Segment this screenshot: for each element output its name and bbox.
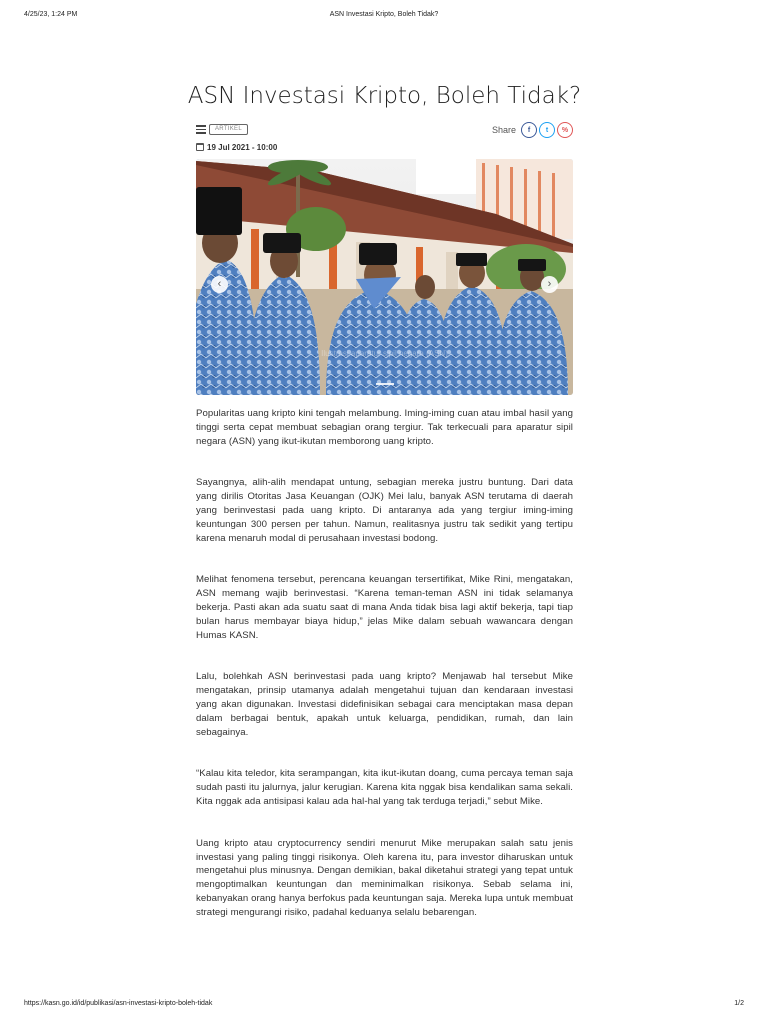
article-paragraph: Popularitas uang kripto kini tengah melambung. Iming-iming cuan atau imbal hasil yang tinggi serta cepat membuat sebagian orang tergiur. Tak terkecuali para aparatur sipil negara (ASN) yang ikut-ikutan memborong uang kripto. [196,408,573,447]
article-paragraph: “Kalau kita teledor, kita serampangan, kita ikut-ikutan doang, cuma percaya teman saja sudah pasti itu jalurnya, jalur kerugian. Karena kita nggak bisa kendalikan sama sekali. Kita nggak ada antisipasi kalau ada hal-hal yang tak terduga terjadi,” sebut Mike. [196,768,573,807]
print-date: 4/25/23, 1:24 PM [24,11,78,18]
carousel-next-button[interactable]: › [541,276,558,293]
image-caption: Ilustrasi aparatur sipil negara (ASN) [321,349,448,358]
article-meta [196,123,573,141]
category-tag[interactable]: ARTIKEL [209,124,248,135]
twitter-share-button[interactable]: t [539,122,555,138]
share-label: Share [491,125,516,135]
article [187,82,582,920]
article-paragraph: Sayangnya, alih-alih mendapat untung, sebagian mereka justru buntung. Dari data yang dirilis Otoritas Jasa Keuangan (OJK) Mei lalu, banyak ASN terutama di daerah yang berinvestasi pada uang kripto. Di antaranya ada yang tergiur iming-iming keuntungan 300 persen per tahun. Namun, realitasnya justru tak sedikit yang tertipu karena menaruh modal di perusahaan investasi bodong. [196,477,573,544]
print-page-title: ASN Investasi Kripto, Boleh Tidak? [329,11,439,18]
print-url: https://kasn.go.id/id/publikasi/asn-investasi-kripto-boleh-tidak [24,1000,213,1007]
article-body [196,407,573,920]
article-date: 19 Jul 2021 - 10:00 [207,142,278,152]
carousel-prev-button[interactable]: ‹ [211,276,228,293]
article-date-row [196,141,573,153]
article-paragraph: Melihat fenomena tersebut, perencana keuangan tersertifikat, Mike Rini, mengatakan, ASN memang wajib berinvestasi. “Karena teman-teman ASN ini tidak selamanya bekerja. Pasti akan ada suatu saat di mana Anda tidak bisa lagi aktif bekerja, tapi tiap bulan harus membayar biaya hidup,” jelas Mike dalam sebuah wawancara dengan Humas KASN. [196,574,573,641]
print-footer [24,1000,744,1010]
facebook-share-button[interactable]: f [521,122,537,138]
calendar-icon [196,143,204,151]
article-paragraph: Lalu, bolehkah ASN berinvestasi pada uang kripto? Menjawab hal tersebut Mike mengatakan, prinsip utamanya adalah mengetahui tujuan dan kendaraan investasi yang akan digunakan. Investasi didefinisikan sebagai cara menciptakan masa depan dalam berbagai bentuk, apakah untuk keluarga, pendidikan, rumah, dan lain sebagainya. [196,671,573,738]
share-bar [492,122,573,138]
article-paragraph: Uang kripto atau cryptocurrency sendiri menurut Mike merupakan salah satu jenis investasi yang paling tinggi risikonya. Oleh karena itu, para investor diharuskan untuk mengetahui plus minusnya. Dengan demikian, bakal diketahui strategi yang tepat untuk mengoptimalkan keuntungan dan meminimalkan risikonya. Sebab selama ini, kebanyakan orang hanya berfokus pada keuntungan saja. Mereka lupa untuk membuat strategi mengurangi risiko, padahal keduanya selalu bebarengan. [196,837,573,918]
image-carousel[interactable] [196,159,573,395]
article-title: ASN Investasi Kripto, Boleh Tidak? [187,83,582,109]
link-share-button[interactable]: % [557,122,573,138]
print-page-number: 1/2 [734,1000,744,1007]
carousel-photo [196,159,573,395]
list-icon [196,125,206,134]
print-header [24,11,744,21]
carousel-indicator[interactable] [196,383,573,385]
